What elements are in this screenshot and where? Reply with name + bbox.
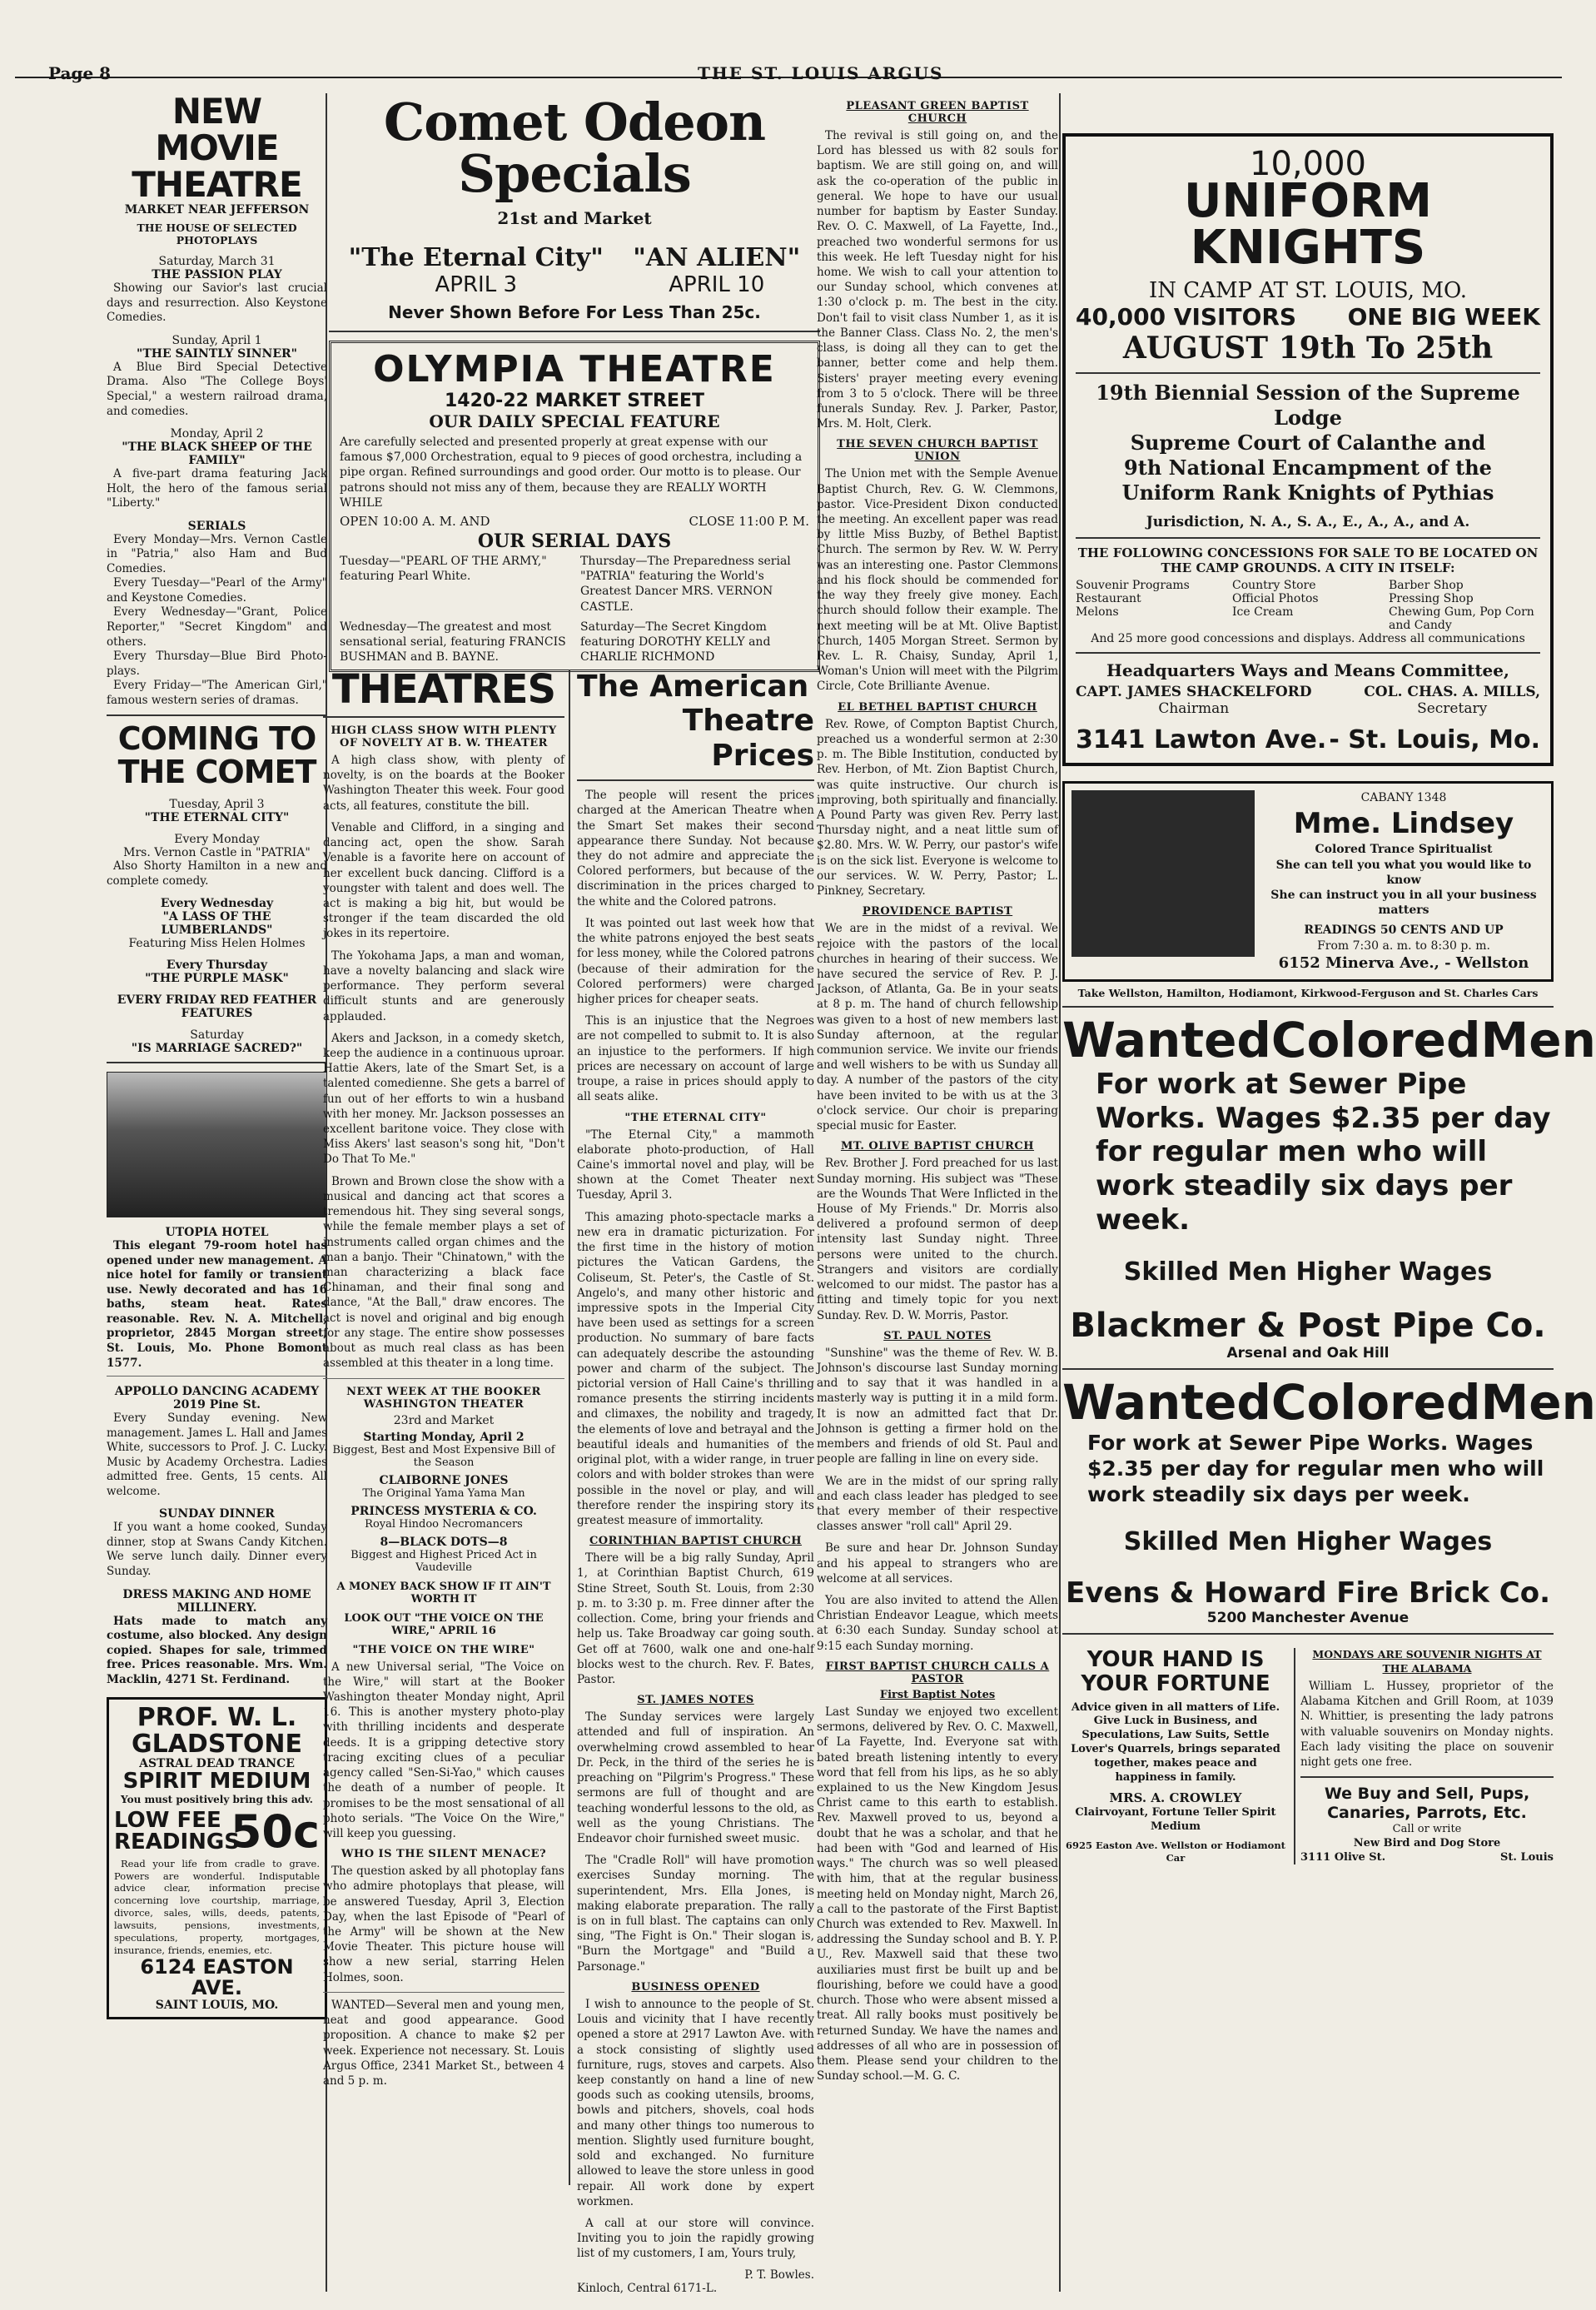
knights-chairman: CAPT. JAMES SHACKELFORD <box>1076 684 1312 700</box>
program-day: Sunday, April 1 "THE SAINTLY SINNER" <box>137 333 297 361</box>
comet-title: COMING TO THE COMET <box>117 720 316 791</box>
alabama-ad <box>1300 1648 1554 1864</box>
american-title-1: The American <box>577 670 809 704</box>
church-heading: PLEASANT GREEN BAPTIST CHURCH <box>846 100 1029 125</box>
olympia-serial: Thursday—The Preparedness serial "PATRIA" featuring the World's Greatest Dancer MRS. VERNON CASTLE. <box>580 554 791 614</box>
menace-heading: WHO IS THE SILENT MENACE? <box>341 1848 547 1861</box>
article-paragraph: There will be a big rally Sunday, April 1, at Corinthian Baptist Church, 619 Stine Street, South St. Louis, from 2:30 p. m. to 3:30 p. m. Free dinner after the collection. Come, bring your friends and help us. Take Broadway car going south. Get off at 7600, walk one and one-half blocks west to the church. Rev. F. Bates, Pastor. <box>577 1551 814 1686</box>
sewer-wanted-ad: Wanted Colored Men For work at Sewer Pipe Works. Wages $2.35 per day for regular men who will work steadily six days per week. Skilled Men Higher Wages Blackmer & Post Pipe Co. Arsenal and Oak Hill <box>1062 1012 1596 1362</box>
theatres-title: THEATRES <box>331 666 556 713</box>
knights-ad <box>1062 133 1554 766</box>
knights-role: Chairman <box>1158 700 1230 717</box>
olympia-address: 1420-22 MARKET STREET <box>444 391 705 411</box>
column-ads <box>1062 93 1596 2292</box>
serial-line: Every Tuesday—"Pearl of the Army" and Keystone Comedies. <box>107 576 327 605</box>
dress-heading: DRESS MAKING AND HOME MILLINERY. <box>122 1587 311 1615</box>
article-paragraph: The people will resent the prices charged at the American Theatre when the Smart Set makes their second appearance there Sunday. Not because they do not admire and appreciate the Colored performers, but because of the discrimination in the prices charged to the white and the Colored patrons. <box>577 789 814 909</box>
new-movie-location: MARKET NEAR JEFFERSON <box>124 203 310 217</box>
lindsey-readings: READINGS 50 CENTS AND UP <box>1304 924 1504 938</box>
business-phone: Kinloch, Central 6171-L. <box>577 2281 718 2295</box>
knights-visitors: 40,000 VISITORS <box>1076 303 1297 331</box>
gladstone-tag: You must positively bring this adv. <box>121 1793 313 1805</box>
church-heading: MT. OLIVE BAPTIST CHURCH <box>840 1140 1035 1153</box>
article-paragraph: Akers and Jackson, in a comedy sketch, keep the audience in a continuous uproar. Hattie Akers, late of the Smart Set, is a talented comedienne. She gets a barrel of fun out of her efforts to win a husband with her money. Mr. Jackson possesses an excellent baritone voice. They close with Miss Akers' last season's song hit, "Don't Do That To Me." <box>323 1031 564 1167</box>
gladstone-subtitle: ASTRAL DEAD TRANCE <box>139 1757 295 1771</box>
serials-heading: SERIALS <box>187 519 246 533</box>
hotel-heading: UTOPIA HOTEL <box>165 1226 269 1240</box>
odeon-note: Never Shown Before For Less Than 25c. <box>388 302 761 322</box>
concession-item: Country Store <box>1232 579 1316 592</box>
program-text: Showing our Savior's last crucial days and resurrection. Also Keystone Comedies. <box>107 281 327 325</box>
money-back: A MONEY BACK SHOW IF IT AIN'T WORTH IT <box>336 1580 551 1606</box>
wanted-company: Blackmer & Post Pipe Co. <box>1070 1306 1546 1345</box>
concession-item: Melons <box>1076 605 1119 619</box>
knights-address: 3141 Lawton Ave. <box>1076 725 1327 754</box>
gladstone-text: Read your life from cradle to grave. Powers are wonderful. Indisputable advice clear, information precise concerning love courtship, marriage, divorce, sales, wills, deeds, patents, lawsuits, pensions, investments, speculations, property, mortgages, insurance, friends, enemies, etc. <box>114 1857 320 1957</box>
concession-item: Restaurant <box>1076 592 1141 605</box>
fortune-sub: Clairvoyant, Fortune Teller Spirit Medium <box>1075 1806 1276 1834</box>
theatres-headline: HIGH CLASS SHOW WITH PLENTY OF NOVELTY AT B. W. THEATER <box>331 724 557 749</box>
concession-item: Souvenir Programs <box>1076 579 1190 592</box>
lindsey-hours: From 7:30 a. m. to 8:30 p. m. <box>1317 938 1490 953</box>
church-heading: ST. PAUL NOTES <box>883 1329 992 1342</box>
serial-line: Every Monday—Mrs. Vernon Castle in "Patria," also Ham and Bud Comedies. <box>107 532 327 575</box>
knights-more: And 25 more good concessions and displays. Address all communications <box>1091 632 1525 645</box>
article-paragraph: This amazing photo-spectacle marks a new era in dramatic picturization. For the first time in the history of motion pictures the Vatican Gardens, the Coliseum, St. Peter's, the Castle of St. Angelo's, and many other historic and impressive spots in the Imperial City have been used as settings for a screen production. No summary of bare facts can adequately describe the astounding power and charm of the subject. The pictorial version of Hall Caine's thrilling romance presents the stirring incidents and climaxes, the nobility and tragedy, the elements of love and betrayal and the beautiful ideals and humanities of the original plot, with a wider range, in truer colors and with bolder strokes than were possible in the novel or play, and will therefore render the inspiring story its greatest measure of immortality. <box>577 1210 814 1528</box>
knights-camp: IN CAMP AT ST. LOUIS, MO. <box>1148 278 1467 303</box>
wanted-body: For work at Sewer Pipe Works. Wages $2.35 per day for regular men who will work steadily six days per week. <box>1096 1067 1551 1237</box>
page-number: Page 8 <box>48 63 112 83</box>
article-paragraph: This is an injustice that the Negroes are not compelled to submit to. It is also an injustice to the performers. If high prices are necessary on account of large troupe, a raise in prices should apply to all seats alike. <box>577 1014 814 1104</box>
comet-day: Every Thursday "THE PURPLE MASK" <box>145 958 289 986</box>
odeon-title: Comet Odeon Specials <box>383 92 766 204</box>
dinner-text: If you want a home cooked, Sunday dinner, stop at Swans Candy Kitchen. We serve lunch daily. Dinner every Sunday. <box>107 1521 327 1579</box>
brick-wanted-ad: Wanted Colored Men For work at Sewer Pipe Works. Wages $2.35 per day for regular men who will work steadily six days per week. Skilled Men Higher Wages Evens & Howard Fire Brick Co. 5200 Manchester Avenue <box>1062 1373 1596 1627</box>
serial-line: Every Thursday—Blue Bird Photo-plays. <box>107 650 327 678</box>
fortune-name: MRS. A. CROWLEY <box>1109 1790 1242 1805</box>
article-paragraph: Be sure and hear Dr. Johnson Sunday and his appeal to strangers who are welcome at all services. <box>817 1541 1058 1586</box>
olympia-serial-heading: OUR SERIAL DAYS <box>477 530 672 552</box>
article-paragraph: Brown and Brown close the show with a musical and dancing act that scores a tremendous hit. They sing several songs, while the female member plays a set of instruments called organ chimes and the man a banjo. Their "Chinatown," with the man characterizing a black face Chinaman, and their final song and dance, "At the Ball," draw encores. The act is novel and original and big enough for any stage. The entire show possesses about as much real class as has been assembled at this theater in a long time. <box>323 1174 564 1371</box>
fortune-address: 6925 Easton Ave. Wellston or Hodiamont Car <box>1065 1840 1285 1864</box>
act-desc: The Original Yama Yama Man <box>362 1486 525 1500</box>
program-day: Saturday, March 31 THE PASSION PLAY <box>152 255 282 282</box>
wanted-address: 5200 Manchester Avenue <box>1206 1610 1410 1627</box>
concession-item: Official Photos <box>1232 592 1319 605</box>
serial-line: Every Friday—"The American Girl," famous western series of dramas. <box>107 679 327 707</box>
knights-city: - St. Louis, Mo. <box>1329 725 1540 754</box>
corinthian-heading: CORINTHIAN BAPTIST CHURCH <box>589 1535 803 1548</box>
voice-heading: "THE VOICE ON THE WIRE" <box>352 1643 535 1656</box>
page-header <box>15 12 1562 83</box>
article-paragraph: Rev. Brother J. Ford preached for us last Sunday morning. His subject was "These are the Wounds That Were Inflicted in the House of My Friends." Dr. Morris also delivered a profound sermon of deep intensity last Sunday night. Three persons were united to the church. Strangers and visitors are cordially welcomed to our midst. The pastor has a fitting and timely topic for you next Sunday. Rev. D. W. Morris, Pastor. <box>817 1157 1058 1322</box>
act-desc: Royal Hindoo Necromancers <box>365 1517 523 1531</box>
concession-item: Ice Cream <box>1232 605 1294 619</box>
act-name: CLAIBORNE JONES <box>379 1473 509 1487</box>
article-paragraph: A high class show, with plenty of novelty, is on the boards at the Booker Washington Theater this week. Four good acts, all features, constitute the bill. <box>323 754 564 813</box>
pups-call: Call or write <box>1392 1822 1462 1835</box>
knights-role: Secretary <box>1417 700 1488 717</box>
article-paragraph: Rev. Rowe, of Compton Baptist Church, preached us a wonderful sermon at 2:30 p. m. The Bible Institution, conducted by Rev. Herbon, of Mt. Zion Baptist Church, was quite instructive. Our church is improving, both spiritually and financially. A Pound Party was given Rev. Perry last Thursday night, and a neat little sum of $2.80. Mrs. W. W. Perry, our pastor's wife is on the sick list. Everyone is welcome to our services. W. W. Perry, Pastor; L. Pinkney, Secretary. <box>817 717 1058 899</box>
gladstone-name: PROF. W. L. GLADSTONE <box>131 1703 303 1759</box>
knights-line: Supreme Court of Calanthe and <box>1130 431 1486 455</box>
gladstone-title: SPIRIT MEDIUM <box>122 1769 311 1795</box>
article-paragraph: I wish to announce to the people of St. Louis and vicinity that I have recently opened a store at 2917 Lawton Ave. with a stock consisting of slightly used furniture, rugs, stoves and carpets. Also keep constantly on hand a line of new goods such as cooking utensils, brooms, bowls and pitchers, shovels, coal hods and many other things too numerous to mention. Slightly used furniture bought, sold and exchanged. No furniture allowed to leave the store unless in good repair. All work done by expert workmen. <box>577 1997 814 2208</box>
alabama-text: William L. Hussey, proprietor of the Alabama Kitchen and Grill Room, at 1039 N. Whittier, is presenting the lady patrons with valuable souvenirs on Monday nights. Each lady visiting the place on souvenir night gets one free. <box>1300 1679 1554 1769</box>
knights-dates: AUGUST 19th To 25th <box>1122 331 1494 366</box>
next-week-location: 23rd and Market <box>393 1413 495 1427</box>
fortune-text: Advice given in all matters of Life. Give Luck in Business, and Speculations, Law Suits, Settle Lover's Quarrels, brings separated together, makes peace and happiness in family. <box>1071 1700 1280 1785</box>
olympia-hours: OPEN 10:00 A. M. AND CLOSE 11:00 P. M. <box>340 513 809 529</box>
column-theatre-ads <box>329 93 820 689</box>
olympia-serial: Saturday—The Secret Kingdom featuring DOROTHY KELLY and CHARLIE RICHMOND <box>580 620 771 665</box>
article-paragraph: The Union met with the Semple Avenue Baptist Church, Rev. G. W. Clemmons, pastor. Vice-President Dixon conducted the meeting. An excellent paper was read by little Miss Buzby, of Bethel Baptist Church. The sermon by Rev. W. W. Perry was an interesting one. Pastor Clemmons and his flock should be commended for the way they freely give money. Each church should follow their example. The next meeting will be at Mt. Olive Baptist Church, 1405 Morgan Street. Sermon by Rev. L. R. Chaisy, Sunday, April 1, Woman's Union will meet with the Pilgrim Circle, Cote Brilliante Avenue. <box>817 467 1058 694</box>
article-paragraph: The "Cradle Roll" will have promotion exercises Sunday morning. The superintendent, Mrs. Ella Jones, is making elaborate preparation. The rally is on in full blast. The captains can only sing, "The Fight is On." Their slogan is, "Burn the Mortgage" and "Build a Parsonage." <box>577 1854 814 1974</box>
new-movie-tagline: THE HOUSE OF SELECTED PHOTOPLAYS <box>137 222 297 247</box>
hotel-text: This elegant 79-room hotel has opened under new management. A nice hotel for family or transient use. Newly decorated and has 16 baths, steam heat. Rates reasonable. Rev. N. A. Mitchell, proprietor, 2845 Morgan street, St. Louis, Mo. Phone Bomont 1577. <box>107 1239 327 1370</box>
knights-hq: Headquarters Ways and Means Committee, <box>1106 660 1509 680</box>
article-paragraph: The Sunday services were largely attended and full of inspiration. An overwhelming crowd assembled to hear Dr. Peck, in the third of the series he is preaching on "Pilgrim's Progress." These sermons are full of thought and are teaching wonderful lessons to the old, as well as the young Christians. The Endeavor choir furnished sweet music. <box>577 1710 814 1845</box>
olympia-serial: Tuesday—"PEARL OF THE ARMY," featuring Pearl White. <box>340 554 547 584</box>
next-week-bill: Biggest, Best and Most Expensive Bill of the Season <box>332 1443 555 1469</box>
knights-line: 19th Biennial Session of the Supreme Lodge <box>1096 381 1520 430</box>
odeon-ad <box>329 93 820 332</box>
comet-day: Every Monday Mrs. Vernon Castle in "PATRIA" <box>123 833 311 860</box>
olympia-ad <box>329 341 820 672</box>
gladstone-city: SAINT LOUIS, MO. <box>155 1999 279 2013</box>
program-day: Monday, April 2 "THE BLACK SHEEP OF THE FAMILY" <box>122 427 312 468</box>
gladstone-fee: LOW FEE READINGS 50c <box>114 1805 320 1858</box>
act-name: 8—BLACK DOTS—8 <box>380 1535 508 1549</box>
gladstone-address: 6124 EASTON AVE. <box>140 1955 294 2000</box>
eternal-heading: "THE ETERNAL CITY" <box>624 1111 767 1124</box>
article-paragraph: "Sunshine" was the theme of Rev. W. B. Johnson's discourse last Sunday morning and to say that it was handled in a masterly way is putting it in a mild form. It is now an admitted fact that Dr. Johnson is getting a firmer hold on the members and friends of old St. Paul and people are falling in line on every side. <box>817 1346 1058 1466</box>
pups-heading: We Buy and Sell, Pups, Canaries, Parrots, Etc. <box>1324 1785 1530 1823</box>
pups-store: New Bird and Dog Store <box>1353 1836 1501 1849</box>
olympia-serial: Wednesday—The greatest and most sensational serial, featuring FRANCIS BUSHMAN and B. BAYNE. <box>340 620 566 665</box>
lindsey-photo <box>1071 790 1255 957</box>
pups-city: St. Louis <box>1500 1850 1554 1864</box>
wanted-address: Arsenal and Oak Hill <box>1226 1344 1390 1362</box>
knights-count: 10,000 <box>1250 145 1366 183</box>
article-paragraph: Last Sunday we enjoyed two excellent sermons, delivered by Rev. O. C. Maxwell, of La Fayette, Ind. Everyone sat with bated breath listening intently to every word that fell from his lips, as he so ably explained to us the New Kingdom Jesus Christ came to this earth to establish. Rev. Maxwell proved to us, beyond a doubt that he was a scholar, and that he had been with "God and learned of His ways." The church was so well pleased with him, that at the regular business meeting held on Monday night, March 26, a call to the pastorate of the First Baptist Church was extended to Rev. Maxwell. In addressing the Sunday school and B. Y. P. U., Rev. Maxwell said that these two auxiliaries must first be built up and be flourishing, before we could have a good church. Those who were absent missed a treat. All rally books must positively be returned Sunday. We have the names and addresses of all who are in possession of them. Please send your children to the Sunday school.—M. G. C. <box>817 1705 1058 2083</box>
apollo-address: 2019 Pine St. <box>172 1398 261 1412</box>
dinner-heading: SUNDAY DINNER <box>159 1507 275 1521</box>
column-rule <box>1059 93 1061 2292</box>
article-paragraph: The question asked by all photoplay fans who admire photoplays that please, will be answered Tuesday, April 3, Election Day, when the last Episode of "Pearl of the Army" will be shown at the New Movie Theater. This picture house will show a new serial, starring Helen Holmes, soon. <box>323 1864 564 1984</box>
knights-secretary: COL. CHAS. A. MILLS, <box>1364 684 1540 700</box>
church-heading: PROVIDENCE BAPTIST <box>862 905 1013 919</box>
knights-jurisdiction: Jurisdiction, N. A., S. A., E., A., A., and A. <box>1146 514 1470 530</box>
wanted-body: For work at Sewer Pipe Works. Wages $2.35 per day for regular men who will work steadily six days per week. <box>1087 1430 1544 1507</box>
article-paragraph: The revival is still going on, and the Lord has blessed us with 82 souls for baptism. We are still going on, and will ask the co-operation of the public in general. We hope to have our usual number for baptism by Easter Sunday. Rev. O. C. Maxwell, of La Fayette, Ind., preached two wonderful sermons for us this week. He left Tuesday night for his home. We wish to call your attention to our Sunday school, which convenes at 1:30 o'clock p. m. The best in the city. Don't fail to visit class Number 1, as it is the Banner Class. Class No. 2, the men's class, is doing all they can to get the banner, better come and help them. Sisters' prayer meeting every evening from 3 to 5 o'clock. There will be three funerals Sunday. Rev. J. Parker, Pastor, Mrs. M. Holt, Clerk. <box>817 129 1058 431</box>
fortune-title: YOUR HAND IS YOUR FORTUNE <box>1081 1647 1270 1696</box>
act-name: PRINCESS MYSTERIA & CO. <box>351 1504 537 1518</box>
hotel-photo <box>107 1072 327 1217</box>
article-paragraph: We are in the midst of our spring rally and each class leader has pledged to see that every member of their respective classes answer "roll call" April 29. <box>817 1474 1058 1534</box>
wanted-company: Evens & Howard Fire Brick Co. <box>1065 1576 1551 1611</box>
lindsey-line: She can tell you what you would like to know <box>1275 858 1532 887</box>
lookout-notice: LOOK OUT "THE VOICE ON THE WIRE," APRIL 16 <box>344 1611 544 1637</box>
serial-line: Every Wednesday—"Grant, Police Reporter," "Secret Kingdom" and others. <box>107 605 327 649</box>
church-heading: FIRST BAPTIST CHURCH CALLS A PASTOR <box>825 1660 1050 1685</box>
church-heading: EL BETHEL BAPTIST CHURCH <box>838 700 1037 714</box>
new-movie-title: NEW MOVIE THEATRE <box>132 91 302 206</box>
apollo-heading: APPOLLO DANCING ACADEMY <box>114 1385 320 1399</box>
article-paragraph: "The Eternal City," a mammoth elaborate photo-production, of Hall Caine's immortal novel and play, will be shown at the Comet Theater next Tuesday, April 3. <box>577 1128 814 1202</box>
classified-ad: WANTED—Several men and young men, neat and good appearance. Good proposition. A chance to make $2 per week. Experience not necessary. St. Louis Argus Office, 2341 Market St., between 4 and 5 p. m. <box>323 1998 564 2088</box>
lindsey-ad <box>1062 781 1554 982</box>
next-week-heading: NEXT WEEK AT THE BOOKER WASHINGTON THEATER <box>346 1385 541 1411</box>
column-american <box>569 670 814 2295</box>
program-text: A five-part drama featuring Jack Holt, the hero of the famous serial "Liberty." <box>107 467 327 510</box>
olympia-text: Are carefully selected and presented properly at great expense with our famous $7,000 Orchestration, equal to 9 pieces of good orchestra, including a pipe organ. Refined surroundings and good order. Our motto is to please. Our patrons should not miss any of them, because they are REALLY WORTH WHILE <box>340 436 803 510</box>
article-paragraph: A call at our store will convince. Inviting you to join the rapidly growing list of my customers, I am, Yours truly, <box>577 2216 814 2261</box>
knights-line: Uniform Rank Knights of Pythias <box>1121 480 1494 505</box>
alabama-heading: MONDAYS ARE SOUVENIR NIGHTS AT THE ALABAMA <box>1312 1648 1542 1675</box>
church-heading: THE SEVEN CHURCH BAPTIST UNION <box>837 438 1038 464</box>
st-james-heading: ST. JAMES NOTES <box>637 1694 754 1707</box>
lindsey-title: Colored Trance Spiritualist <box>1315 843 1493 857</box>
knights-week: ONE BIG WEEK <box>1347 303 1540 331</box>
wanted-skilled: Skilled Men Higher Wages <box>1123 1257 1493 1287</box>
concession-item: Pressing Shop <box>1389 592 1474 605</box>
column-new-movie <box>107 93 327 2292</box>
column-theatres <box>323 666 564 2185</box>
knights-concessions: THE FOLLOWING CONCESSIONS FOR SALE TO BE LOCATED ON THE CAMP GROUNDS. A CITY IN ITSELF: <box>1077 545 1539 575</box>
lindsey-phone: CABANY 1348 <box>1360 791 1447 804</box>
knights-line: 9th National Encampment of the <box>1124 456 1492 480</box>
comet-text: Also Shorty Hamilton in a new and complete comedy. <box>107 859 327 888</box>
comet-day: Tuesday, April 3 "THE ETERNAL CITY" <box>144 798 290 825</box>
odeon-film-2: "AN ALIEN" APRIL 10 <box>633 243 801 297</box>
lindsey-line: She can instruct you in all your business matters <box>1270 888 1537 918</box>
newspaper-page <box>15 12 1596 2303</box>
gladstone-ad <box>107 1697 327 2019</box>
lindsey-address: 6152 Minerva Ave., - Wellston <box>1278 953 1529 972</box>
comet-day: Saturday "IS MARRIAGE SACRED?" <box>131 1028 303 1056</box>
comet-day: Every Wednesday "A LASS OF THE LUMBERLANDS" Featuring Miss Helen Holmes <box>128 897 306 951</box>
concession-item: Chewing Gum, Pop Corn and Candy <box>1389 605 1534 632</box>
next-week-start: Starting Monday, April 2 <box>363 1430 525 1444</box>
olympia-feature: OUR DAILY SPECIAL FEATURE <box>429 411 720 431</box>
article-paragraph: Venable and Clifford, in a singing and dancing act, open the show. Sarah Venable is a favorite here on account of her excellent buck dancing. Clifford is a youngster with talent and does well. The act is making a big hit, but would be stronger if the team discarded the old jokes in its repertoire. <box>323 820 564 941</box>
olympia-title: OLYMPIA THEATRE <box>373 348 776 391</box>
program-text: A Blue Bird Special Detective Drama. Also "The College Boys' Special," a western railroad drama, and comedies. <box>107 360 327 418</box>
knights-title: UNIFORM KNIGHTS <box>1184 174 1432 275</box>
business-signature: P. T. Bowles. <box>744 2268 814 2282</box>
pups-address: 3111 Olive St. <box>1300 1850 1386 1864</box>
article-paragraph: We are in the midst of a revival. We rejoice with the pastors of the local churches in hearing of their success. We have secured the service of Rev. P. J. Jackson, of Atlanta, Ga. Be in your seats at 8 p. m. The hand of church fellowship was given to a host of new members last Sunday afternoon, at the regular communion service. We invite our friends and well wishers to be with us Sunday all day. A number of the pastors of the city have been invited to be with us at the 3 o'clock service. Our choir is preparing special music for Easter. <box>817 922 1058 1133</box>
dress-text: Hats made to match any costume, also blocked. Any design copied. Shapes for sale, trimmed free. Prices reasonable. Mrs. Wm. Macklin, 4271 St. Ferdinand. <box>107 1614 327 1686</box>
business-heading: BUSINESS OPENED <box>631 1980 760 1994</box>
fortune-ad <box>1062 1648 1295 1864</box>
church-subheading: First Baptist Notes <box>879 1688 996 1701</box>
concession-item: Barber Shop <box>1389 579 1464 592</box>
article-paragraph: You are also invited to attend the Allen Christian Endeavor League, which meets at 6:30 each Sunday. Sunday school at 9:15 each Sunday morning. <box>817 1594 1058 1653</box>
lindsey-cars: Take Wellston, Hamilton, Hodiamont, Kirkwood-Ferguson and St. Charles Cars <box>1077 987 1539 1000</box>
column-church-news <box>817 93 1058 2292</box>
comet-day: EVERY FRIDAY RED FEATHER FEATURES <box>117 993 317 1021</box>
odeon-film-1: "The Eternal City" APRIL 3 <box>348 243 604 297</box>
lindsey-name: Mme. Lindsey <box>1293 807 1514 841</box>
article-paragraph: The Yokohama Japs, a man and woman, have a novelty balancing and slack wire performance. They perform several difficult stunts and are generously applauded. <box>323 948 564 1023</box>
wanted-skilled: Skilled Men Higher Wages <box>1123 1527 1493 1557</box>
american-title-2: Theatre Prices <box>682 704 814 773</box>
apollo-text: Every Sunday evening. New management. James L. Hall and James White, successors to Prof. J. C. Lucky. Music by Academy Orchestra. Ladies admitted free. Gents, 15 cents. All welcome. <box>107 1411 327 1498</box>
article-paragraph: A new Universal serial, "The Voice on the Wire," will start at the Booker Washington theater Monday night, April 16. This is another mystery photo-play with thrilling incidents and desperate deeds. It is a gripping detective story tracing exciting clues of a peculiar agency called "Sen-Si-Yao," which causes the death of a number of people. It promises to be the most sensational of all photo serials. "The Voice On the Wire," will keep you guessing. <box>323 1660 564 1840</box>
act-desc: Biggest and Highest Priced Act in Vaudeville <box>351 1548 537 1574</box>
article-paragraph: It was pointed out last week how that the white patrons enjoyed the best seats for less money, while the Colored patrons (because of their admiration for the Colored performers) were charged higher prices for cheaper seats. <box>577 916 814 1007</box>
odeon-location: 21st and Market <box>497 208 652 228</box>
masthead: THE ST. LOUIS ARGUS <box>698 63 944 83</box>
